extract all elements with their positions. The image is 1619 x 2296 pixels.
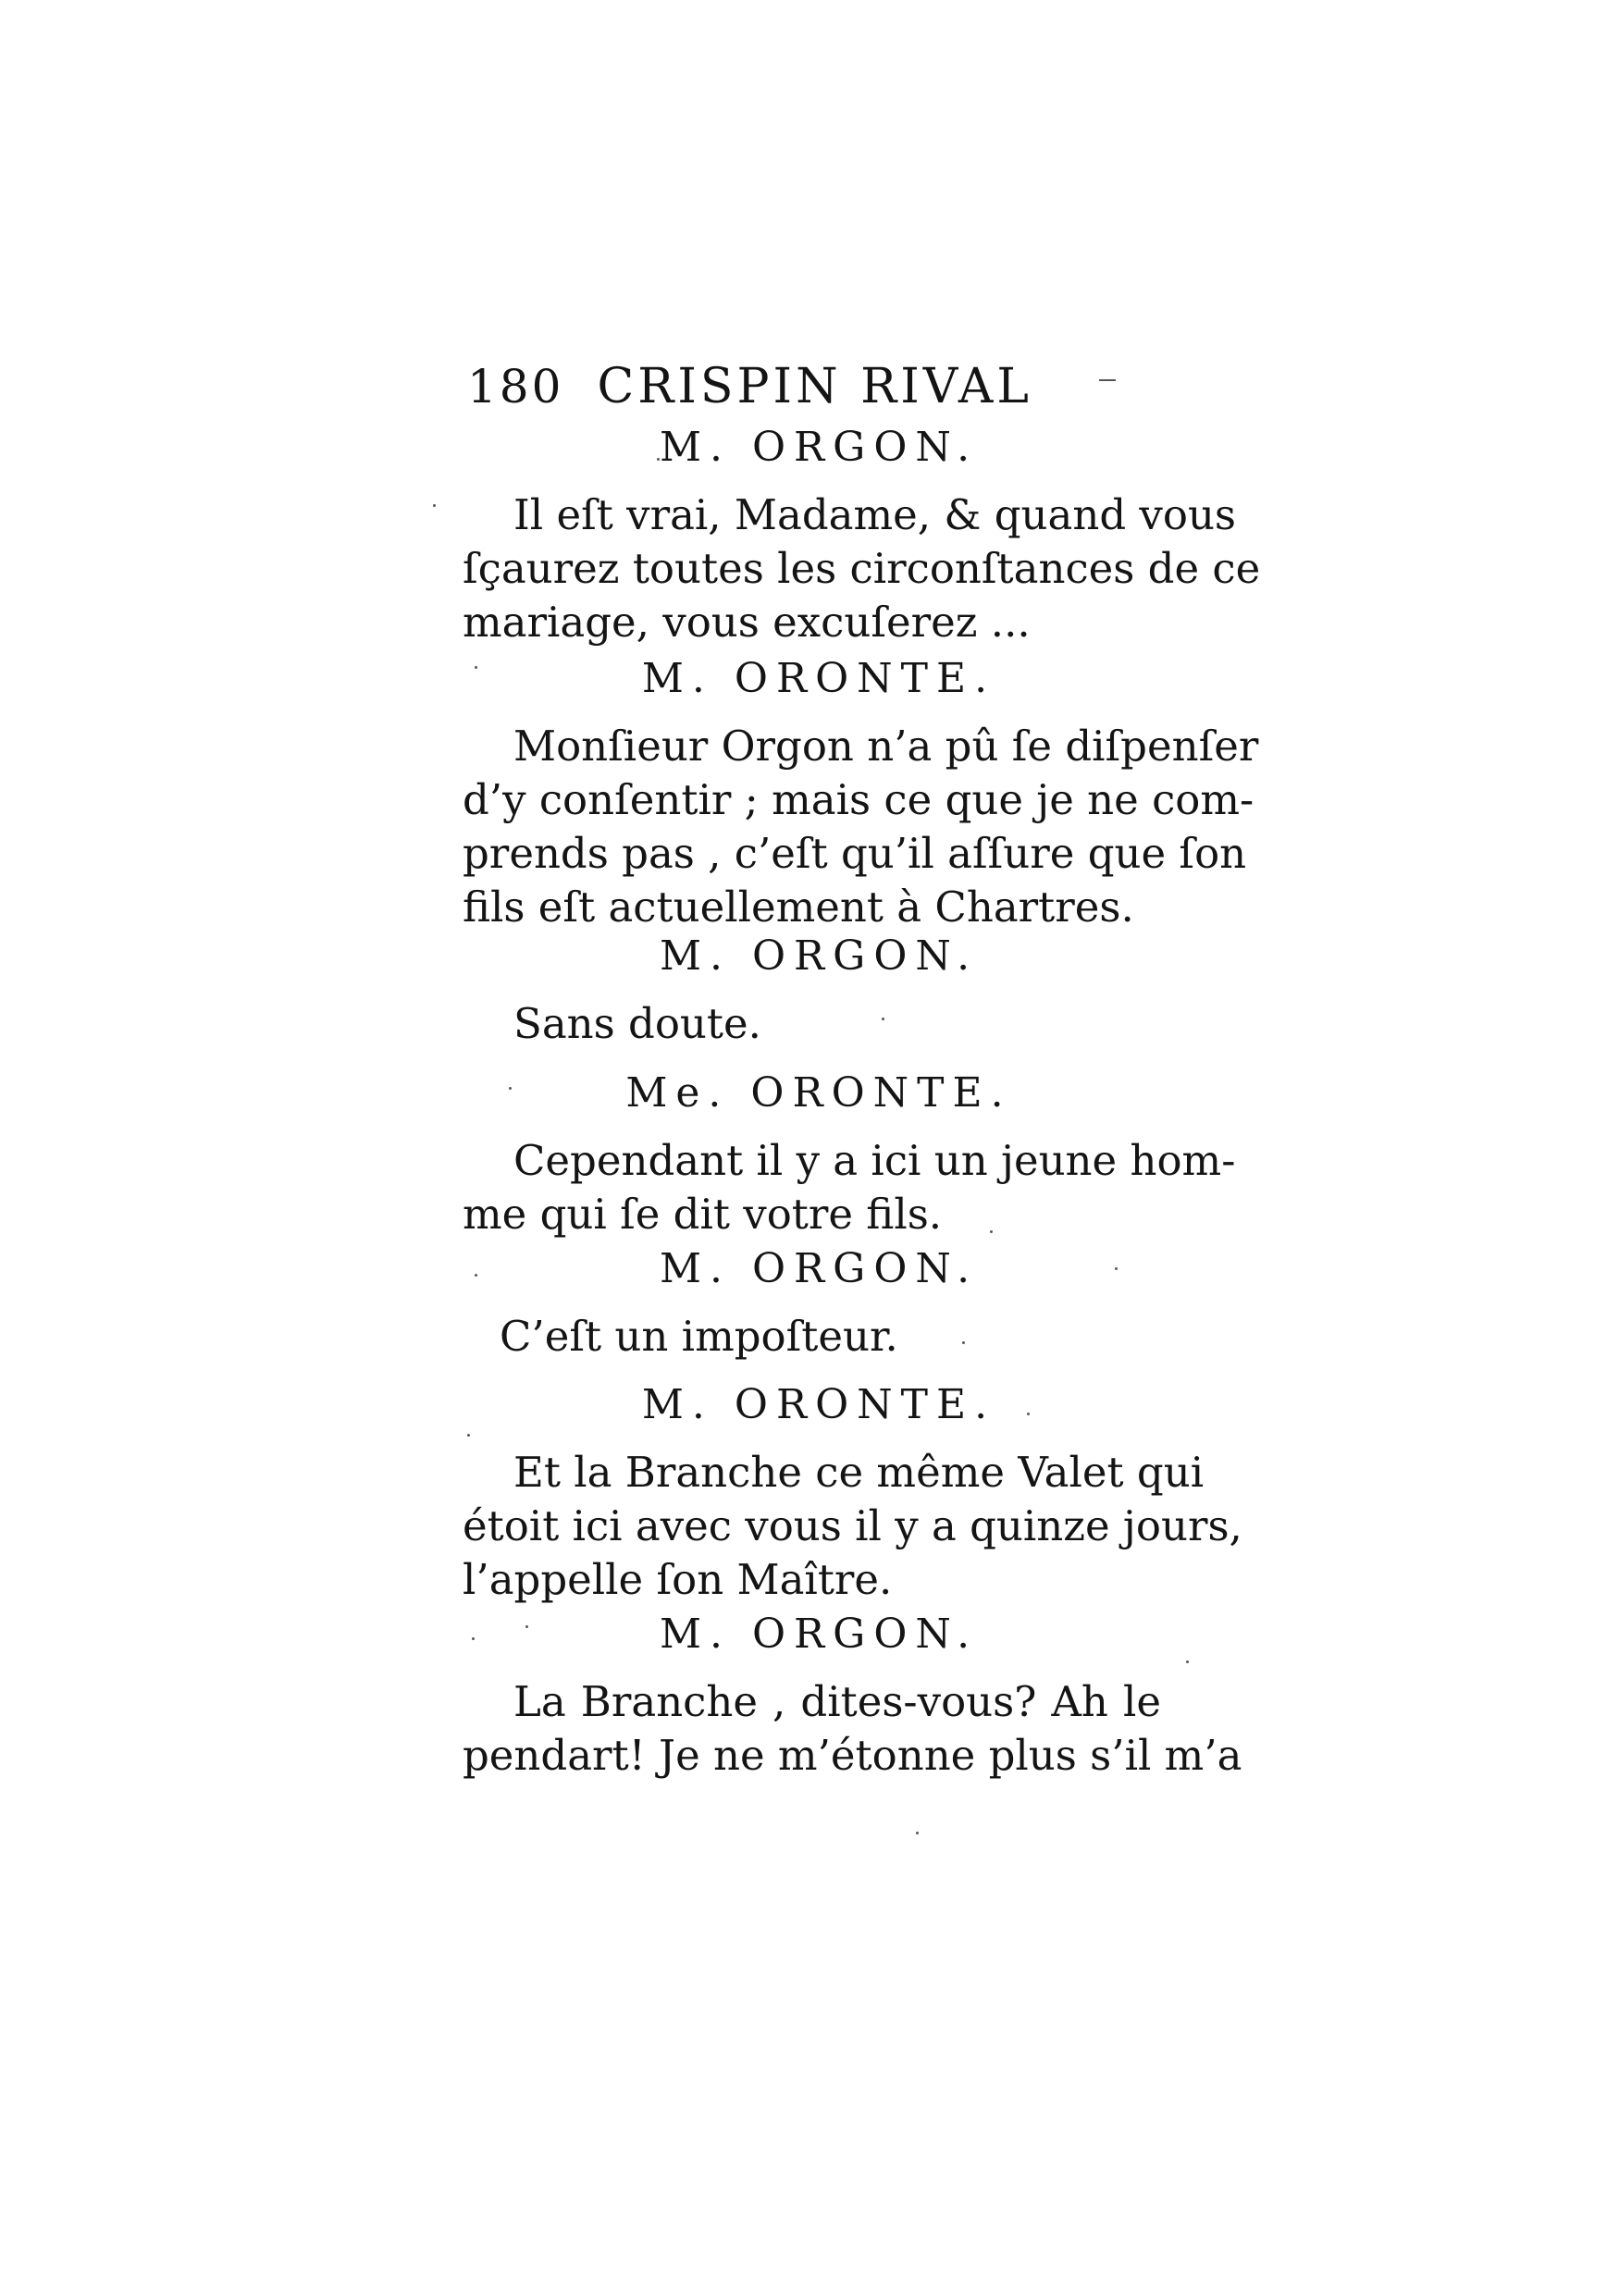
speaker-name: M. ORGON. <box>659 1611 979 1658</box>
ink-speck <box>472 1637 475 1640</box>
speaker-name: M. ORGON. <box>659 424 979 471</box>
speech-block <box>463 720 1259 934</box>
ink-speck <box>962 1341 965 1344</box>
speech-line: Il eſt vrai, Madame, & quand vous <box>513 490 1237 539</box>
speaker-name: M. ORGON. <box>659 1245 979 1292</box>
speech-block <box>463 1675 1242 1783</box>
ink-speck <box>1027 1413 1030 1415</box>
speech-line: ſçaurez toutes les circonſtances de ce <box>463 544 1261 593</box>
ink-speck <box>475 666 477 669</box>
speaker-name: Me. ORONTE. <box>625 1069 1012 1117</box>
speech-line: Sans doute. <box>513 999 761 1048</box>
speaker-name: M. ORONTE. <box>641 1381 996 1428</box>
speech-block <box>500 1310 1161 1364</box>
speech-line: Et la Branche ce même Valet qui <box>513 1448 1205 1497</box>
speech-block <box>463 488 1261 649</box>
ink-speck <box>990 1230 993 1233</box>
speech-line: C’eſt un impoſteur. <box>500 1312 898 1361</box>
ink-speck <box>433 504 436 507</box>
running-title: CRISPIN RIVAL <box>597 359 1032 414</box>
speech-line: pendart! Je ne m’étonne plus s’il m’a <box>463 1731 1242 1780</box>
ink-speck <box>882 1018 884 1020</box>
speech-line: Cependant il y a ici un jeune hom- <box>513 1136 1236 1185</box>
page-number: 180 <box>467 360 564 414</box>
ink-speck <box>1099 379 1116 381</box>
speech-line: l’appelle ſon Maître. <box>463 1555 893 1604</box>
page-header <box>467 359 1170 424</box>
ink-speck <box>916 1832 919 1834</box>
ink-speck <box>1186 1660 1189 1663</box>
speech-line: Monſieur Orgon n’a pû ſe diſpenſer <box>513 722 1259 771</box>
speech-block <box>463 1134 1236 1241</box>
ink-speck <box>1115 1267 1118 1270</box>
ink-speck <box>475 1274 477 1277</box>
speaker-name: M. ORONTE. <box>641 655 996 702</box>
speech-line: fils eſt actuellement à Chartres. <box>463 883 1134 932</box>
speech-line: prends pas , c’eſt qu’il aſſure que ſon <box>463 829 1247 878</box>
speech-line: mariage, vous excuſerez ... <box>463 598 1031 647</box>
ink-speck <box>657 458 660 461</box>
ink-speck <box>525 1625 528 1628</box>
speech-line: La Branche , dites-vous? Ah le <box>513 1677 1161 1726</box>
speaker-name: M. ORGON. <box>659 932 979 980</box>
speech-line: d’y conſentir ; mais ce que je ne com- <box>463 775 1254 824</box>
ink-speck <box>509 1087 512 1090</box>
speech-line: étoit ici avec vous il y a quinze jours, <box>463 1501 1242 1550</box>
ink-speck <box>467 1434 470 1437</box>
speech-block <box>513 997 1161 1051</box>
speech-line: me qui ſe dit votre fils. <box>463 1190 943 1239</box>
speech-block <box>463 1446 1242 1607</box>
